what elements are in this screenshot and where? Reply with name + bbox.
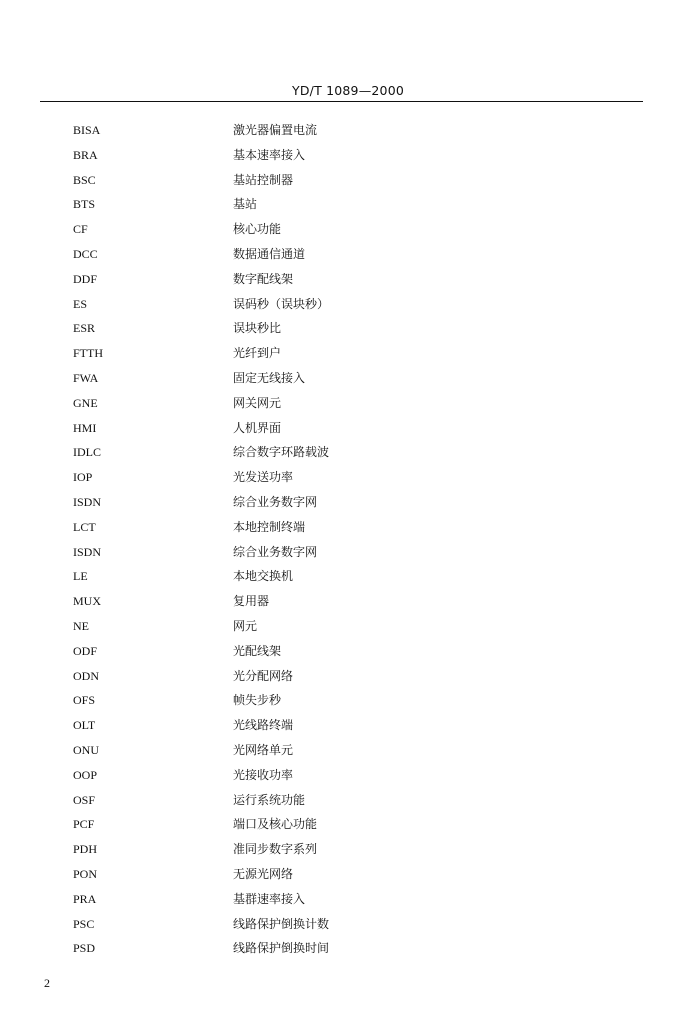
list-item bbox=[0, 316, 675, 341]
abbreviation-term: 误码秒（误块秒） bbox=[233, 296, 330, 311]
abbreviation: ES bbox=[73, 296, 88, 311]
list-item bbox=[0, 812, 675, 837]
abbreviation-term: 基站 bbox=[233, 197, 258, 212]
abbreviation-term: 端口及核心功能 bbox=[233, 817, 318, 832]
list-item bbox=[0, 143, 675, 168]
abbreviation-term: 线路保护倒换计数 bbox=[233, 916, 330, 931]
abbreviation-term: 光配线架 bbox=[233, 643, 282, 658]
abbreviation: PON bbox=[73, 866, 98, 881]
abbreviation: ONU bbox=[73, 742, 99, 757]
abbreviation: OOP bbox=[73, 767, 98, 782]
list-item bbox=[0, 267, 675, 292]
abbreviation: DDF bbox=[73, 271, 98, 286]
abbreviation: PRA bbox=[73, 891, 97, 906]
abbreviation: NE bbox=[73, 618, 89, 633]
abbreviation-term: 线路保护倒换时间 bbox=[233, 941, 330, 956]
list-item bbox=[0, 589, 675, 614]
list-item bbox=[0, 341, 675, 366]
list-item bbox=[0, 614, 675, 639]
list-item bbox=[0, 738, 675, 763]
list-item bbox=[0, 515, 675, 540]
abbreviation-term: 光线路终端 bbox=[233, 718, 294, 733]
list-item bbox=[0, 465, 675, 490]
abbreviation: DCC bbox=[73, 246, 98, 261]
list-item bbox=[0, 713, 675, 738]
abbreviation: BSC bbox=[73, 172, 96, 187]
abbreviation: ODN bbox=[73, 668, 99, 683]
abbreviation: LCT bbox=[73, 519, 96, 534]
abbreviation: PSC bbox=[73, 916, 95, 931]
abbreviation-term: 帧失步秒 bbox=[233, 693, 282, 708]
abbreviation-term: 固定无线接入 bbox=[233, 370, 306, 385]
list-item bbox=[0, 416, 675, 441]
list-item bbox=[0, 763, 675, 788]
abbreviation: BTS bbox=[73, 197, 96, 212]
page-number: 2 bbox=[44, 976, 50, 990]
list-item bbox=[0, 118, 675, 143]
abbreviation-term: 光接收功率 bbox=[233, 767, 294, 782]
abbreviation-term: 激光器偏置电流 bbox=[233, 123, 318, 137]
abbreviation: OSF bbox=[73, 792, 96, 807]
standard-code: YD/T 1089—2000 bbox=[292, 83, 405, 98]
abbreviation-term: 复用器 bbox=[233, 594, 270, 609]
list-item bbox=[0, 912, 675, 937]
abbreviation-term: 基群速率接入 bbox=[233, 891, 306, 906]
list-item bbox=[0, 540, 675, 565]
list-item bbox=[0, 788, 675, 813]
abbreviation: HMI bbox=[73, 420, 97, 435]
abbreviation: OLT bbox=[73, 718, 96, 733]
abbreviation-term: 网元 bbox=[233, 618, 258, 633]
abbreviation-term: 核心功能 bbox=[233, 222, 282, 237]
list-item bbox=[0, 292, 675, 317]
abbreviation: PSD bbox=[73, 941, 96, 956]
abbreviation-term: 综合业务数字网 bbox=[233, 544, 318, 559]
abbreviation: ESR bbox=[73, 321, 96, 336]
list-item bbox=[0, 217, 675, 242]
abbreviation-term: 本地交换机 bbox=[233, 569, 294, 584]
abbreviation-term: 数字配线架 bbox=[233, 271, 294, 286]
list-item bbox=[0, 242, 675, 267]
abbreviation-term: 综合数字环路载波 bbox=[233, 445, 330, 460]
abbreviation: BRA bbox=[73, 147, 98, 162]
abbreviation: GNE bbox=[73, 395, 98, 410]
abbreviation: BISA bbox=[73, 123, 101, 137]
abbreviation-term: 人机界面 bbox=[233, 420, 282, 435]
abbreviation-term: 网关网元 bbox=[233, 395, 282, 410]
list-item bbox=[0, 936, 675, 961]
abbreviation: LE bbox=[73, 569, 88, 584]
list-item bbox=[0, 366, 675, 391]
abbreviation: ISDN bbox=[73, 494, 102, 509]
abbreviation-term: 光纤到户 bbox=[233, 346, 282, 361]
list-item bbox=[0, 168, 675, 193]
abbreviation-term: 本地控制终端 bbox=[233, 519, 306, 534]
abbreviation: FTTH bbox=[73, 346, 103, 361]
abbreviation-term: 误块秒比 bbox=[233, 321, 282, 336]
list-item bbox=[0, 837, 675, 862]
abbreviation-term: 数据通信通道 bbox=[233, 246, 306, 261]
abbreviation-term: 光分配网络 bbox=[233, 668, 294, 683]
list-item bbox=[0, 490, 675, 515]
abbreviation: OFS bbox=[73, 693, 96, 708]
list-item bbox=[0, 862, 675, 887]
list-item bbox=[0, 391, 675, 416]
abbreviation: ISDN bbox=[73, 544, 102, 559]
abbreviation: IDLC bbox=[73, 445, 101, 460]
abbreviation-term: 基本速率接入 bbox=[233, 147, 306, 162]
abbreviation: IOP bbox=[73, 470, 93, 485]
abbreviation-term: 综合业务数字网 bbox=[233, 494, 318, 509]
abbreviation: MUX bbox=[73, 594, 102, 609]
list-item bbox=[0, 688, 675, 713]
abbreviation: CF bbox=[73, 222, 88, 237]
abbreviation-term: 光网络单元 bbox=[233, 742, 294, 757]
abbreviation-term: 无源光网络 bbox=[233, 866, 294, 881]
list-item bbox=[0, 887, 675, 912]
list-item bbox=[0, 440, 675, 465]
list-item bbox=[0, 639, 675, 664]
abbreviation-term: 准同步数字系列 bbox=[233, 842, 318, 857]
list-item bbox=[0, 192, 675, 217]
abbreviation: PDH bbox=[73, 842, 98, 857]
abbreviation-term: 光发送功率 bbox=[233, 470, 294, 485]
abbreviation: PCF bbox=[73, 817, 95, 832]
list-item bbox=[0, 664, 675, 689]
abbreviation-term: 基站控制器 bbox=[233, 172, 294, 187]
abbreviation-term: 运行系统功能 bbox=[233, 792, 306, 807]
abbreviation-list bbox=[0, 118, 675, 961]
abbreviation: ODF bbox=[73, 643, 98, 658]
header-rule bbox=[40, 101, 643, 102]
abbreviation: FWA bbox=[73, 370, 99, 385]
list-item bbox=[0, 564, 675, 589]
